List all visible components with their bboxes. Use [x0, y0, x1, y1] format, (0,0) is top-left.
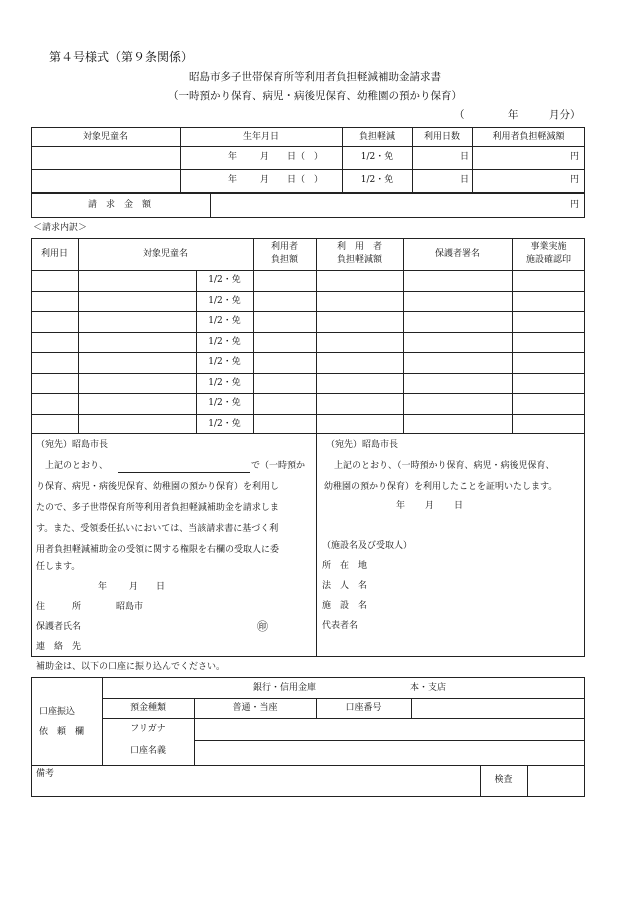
summary-row-1-birth-day: 日（ ） — [287, 152, 324, 162]
facility-date-day: 日 — [454, 501, 464, 511]
claim-line-4: す。また、受領委任払いにおいては、当該請求書に基づく利 — [36, 524, 279, 534]
page-title: 昭島市多子世帯保育所等利用者負担軽減補助金請求書 — [189, 71, 441, 83]
bank-side-label-2: 依 頼 欄 — [39, 727, 85, 737]
period-year-input[interactable] — [466, 108, 504, 122]
furigana-label: フリガナ — [130, 724, 166, 734]
summary-header-days: 利用日数 — [423, 132, 460, 142]
breakdown-row-reduction-mark[interactable]: 1/2・免 — [208, 316, 241, 326]
period-month-label: 月分） — [549, 109, 581, 121]
summary-row-1-reduction: 1/2・免 — [360, 152, 394, 162]
breakdown-confirm-stamp[interactable] — [514, 354, 583, 371]
breakdown-fee-input[interactable] — [255, 416, 314, 433]
breakdown-header-guardian-sign: 保護者署名 — [434, 249, 480, 259]
summary-row-1-birth-year: 年 — [228, 152, 238, 162]
breakdown-row-reduction-mark[interactable]: 1/2・免 — [208, 398, 241, 408]
summary-header-child: 対象児童名 — [82, 132, 128, 142]
facility-representative-input[interactable] — [376, 619, 576, 633]
claim-line-5: 用者負担軽減補助金の受領に関する権限を右欄の受取人に委 — [36, 545, 280, 555]
summary-row-2-birth-day: 日（ ） — [287, 175, 324, 185]
breakdown-fee-input[interactable] — [255, 313, 314, 330]
breakdown-guardian-sign-input[interactable] — [405, 293, 510, 310]
breakdown-date-input[interactable] — [33, 313, 76, 330]
breakdown-child-input[interactable] — [80, 354, 194, 371]
claim-line-1a: 上記のとおり、 — [45, 461, 109, 471]
breakdown-guardian-sign-input[interactable] — [405, 375, 510, 392]
breakdown-confirm-stamp[interactable] — [514, 272, 583, 289]
account-name-input[interactable] — [196, 742, 583, 763]
claim-blank-underline — [118, 472, 250, 473]
breakdown-child-input[interactable] — [80, 293, 194, 310]
breakdown-row-divider — [31, 332, 585, 333]
remarks-label: 備考 — [36, 769, 55, 779]
facility-location-label: 所 在 地 — [322, 561, 368, 571]
summary-header-birthdate: 生年月日 — [242, 132, 279, 142]
summary-row-2-days-unit: 日 — [460, 175, 470, 185]
breakdown-reduction-input[interactable] — [318, 272, 401, 289]
breakdown-reduction-input[interactable] — [318, 416, 401, 433]
seal-mark: ㊞ — [257, 620, 268, 633]
claim-address-value: 昭島市 — [116, 602, 144, 612]
claim-contact-input[interactable] — [100, 640, 300, 654]
breakdown-header-fee-2: 負担額 — [270, 255, 298, 265]
breakdown-child-input[interactable] — [80, 272, 194, 289]
summary-row-2-reduction: 1/2・免 — [360, 175, 394, 185]
claim-address-label: 住 所 — [36, 602, 82, 612]
account-number-label: 口座番号 — [345, 703, 382, 713]
breakdown-row-divider — [31, 311, 585, 312]
breakdown-fee-input[interactable] — [255, 334, 314, 351]
breakdown-date-input[interactable] — [33, 272, 76, 289]
facility-corporation-label: 法 人 名 — [322, 581, 368, 591]
claim-address-input[interactable] — [148, 600, 308, 614]
breakdown-fee-input[interactable] — [255, 293, 314, 310]
inspection-stamp-area[interactable] — [529, 767, 583, 795]
bank-name-label: 銀行・信用金庫 — [253, 683, 317, 693]
facility-addressee: （宛先）昭島市長 — [326, 440, 399, 450]
branch-name-label: 本・支店 — [410, 683, 447, 693]
summary-row-1-days-unit: 日 — [460, 152, 470, 162]
breakdown-guardian-sign-input[interactable] — [405, 416, 510, 433]
breakdown-header-reduction-1: 利 用 者 — [336, 242, 382, 252]
breakdown-guardian-sign-input[interactable] — [405, 354, 510, 371]
claim-line-3: たので、多子世帯保育所等利用者負担軽減補助金を請求しま — [36, 503, 279, 513]
breakdown-row-reduction-mark[interactable]: 1/2・免 — [208, 357, 241, 367]
breakdown-header-child: 対象児童名 — [142, 249, 188, 259]
breakdown-header-confirm-2: 施設確認印 — [525, 255, 571, 265]
claim-amount-label: 請 求 金 額 — [88, 200, 152, 210]
claim-line-6: 任します。 — [36, 562, 81, 572]
breakdown-reduction-input[interactable] — [318, 293, 401, 310]
breakdown-date-input[interactable] — [33, 293, 76, 310]
breakdown-fee-input[interactable] — [255, 395, 314, 412]
breakdown-header-fee-1: 利用者 — [270, 242, 298, 252]
account-number-input[interactable] — [413, 700, 583, 716]
breakdown-confirm-stamp[interactable] — [514, 334, 583, 351]
bank-side-label-1: 口座振込 — [39, 707, 76, 717]
breakdown-reduction-input[interactable] — [318, 375, 401, 392]
facility-line-1: 上記のとおり、（一時預かり保育、病児・病後児保育、 — [334, 461, 555, 471]
breakdown-caption: ＜請求内訳＞ — [33, 223, 88, 233]
claim-guardian-input[interactable] — [90, 620, 250, 634]
summary-row-1-child-input[interactable] — [33, 148, 178, 167]
facility-name-label: 施 設 名 — [322, 601, 368, 611]
claim-guardian-label: 保護者氏名 — [36, 622, 82, 632]
claim-blank-input[interactable] — [118, 458, 250, 472]
breakdown-row-divider — [31, 291, 585, 292]
summary-row-2-birth-month: 月 — [260, 175, 270, 185]
breakdown-fee-input[interactable] — [255, 272, 314, 289]
summary-row-1-amount-unit: 円 — [570, 152, 580, 162]
breakdown-child-input[interactable] — [80, 334, 194, 351]
breakdown-row-divider — [31, 352, 585, 353]
breakdown-guardian-sign-input[interactable] — [405, 313, 510, 330]
remarks-input[interactable] — [60, 768, 475, 794]
facility-section-label: （施設名及び受取人） — [322, 541, 413, 551]
breakdown-reduction-input[interactable] — [318, 334, 401, 351]
summary-row-1-birth-month: 月 — [260, 152, 270, 162]
breakdown-date-input[interactable] — [33, 354, 76, 371]
account-type-value[interactable]: 普通・当座 — [232, 703, 278, 713]
facility-date-year: 年 — [396, 501, 406, 511]
facility-name-input[interactable] — [376, 599, 576, 613]
breakdown-date-input[interactable] — [33, 416, 76, 433]
facility-location-input[interactable] — [376, 559, 576, 573]
breakdown-fee-input[interactable] — [255, 375, 314, 392]
claim-date-month: 月 — [129, 582, 139, 592]
summary-header-amount: 利用者負担軽減額 — [492, 132, 565, 142]
breakdown-reduction-input[interactable] — [318, 313, 401, 330]
breakdown-guardian-sign-input[interactable] — [405, 334, 510, 351]
breakdown-confirm-stamp[interactable] — [514, 395, 583, 412]
breakdown-header-confirm-1: 事業実施 — [530, 242, 567, 252]
breakdown-confirm-stamp[interactable] — [514, 416, 583, 433]
period-year-label: 年 — [508, 109, 519, 121]
facility-corporation-input[interactable] — [376, 579, 576, 593]
claim-contact-label: 連 絡 先 — [36, 642, 82, 652]
breakdown-child-input[interactable] — [80, 395, 194, 412]
summary-header-reduction: 負担軽減 — [358, 132, 395, 142]
furigana-input[interactable] — [196, 720, 583, 738]
breakdown-date-input[interactable] — [33, 375, 76, 392]
period-month-input[interactable] — [522, 108, 548, 122]
claim-date-year: 年 — [98, 582, 108, 592]
claim-line-1b: で（一時預か — [251, 461, 306, 471]
breakdown-reduction-input[interactable] — [318, 354, 401, 371]
summary-row-2-amount-unit: 円 — [570, 175, 580, 185]
form-number: 第４号様式（第９条関係） — [49, 50, 194, 64]
breakdown-child-input[interactable] — [80, 416, 194, 433]
breakdown-fee-input[interactable] — [255, 354, 314, 371]
facility-date-month: 月 — [425, 501, 435, 511]
bank-note: 補助金は、以下の口座に振り込んでください。 — [36, 662, 226, 672]
claim-date-day: 日 — [156, 582, 166, 592]
breakdown-row-reduction-mark[interactable]: 1/2・免 — [208, 418, 241, 429]
bank-name-input[interactable] — [110, 681, 250, 695]
summary-row-2-child-input[interactable] — [33, 171, 178, 190]
claim-line-2: り保育、病児・病後児保育、幼稚園の預かり保育）を利用し — [36, 482, 280, 492]
breakdown-child-input[interactable] — [80, 375, 194, 392]
claim-amount-unit: 円 — [570, 200, 580, 210]
period-open: （ — [454, 109, 465, 121]
breakdown-row-reduction-mark[interactable]: 1/2・免 — [208, 377, 241, 388]
breakdown-header-date: 利用日 — [40, 249, 68, 259]
branch-name-input[interactable] — [330, 681, 405, 695]
breakdown-header-reduction-2: 負担軽減額 — [336, 255, 382, 265]
breakdown-date-input[interactable] — [33, 334, 76, 351]
breakdown-row-reduction-mark[interactable]: 1/2・免 — [208, 275, 241, 285]
breakdown-row-reduction-mark[interactable]: 1/2・免 — [208, 336, 241, 347]
breakdown-confirm-stamp[interactable] — [514, 293, 583, 310]
breakdown-row-divider — [31, 414, 585, 415]
breakdown-row-divider — [31, 373, 585, 374]
breakdown-row-reduction-mark[interactable]: 1/2・免 — [208, 295, 241, 306]
breakdown-confirm-stamp[interactable] — [514, 375, 583, 392]
facility-line-2: 幼稚園の預かり保育）を利用したことを証明いたします。 — [324, 482, 558, 492]
inspection-label: 検査 — [494, 775, 513, 785]
breakdown-row-divider — [31, 393, 585, 394]
breakdown-date-input[interactable] — [33, 395, 76, 412]
breakdown-reduction-input[interactable] — [318, 395, 401, 412]
breakdown-guardian-sign-input[interactable] — [405, 395, 510, 412]
account-type-label: 預金種類 — [129, 703, 166, 713]
summary-row-2-birth-year: 年 — [228, 175, 238, 185]
claim-amount-input[interactable] — [213, 195, 563, 215]
breakdown-child-input[interactable] — [80, 313, 194, 330]
claim-addressee: （宛先）昭島市長 — [36, 440, 109, 450]
account-name-label: 口座名義 — [129, 746, 166, 756]
breakdown-confirm-stamp[interactable] — [514, 313, 583, 330]
page-subtitle: （一時預かり保育、病児・病後児保育、幼稚園の預かり保育） — [168, 90, 462, 102]
facility-representative-label: 代表者名 — [322, 621, 359, 631]
breakdown-guardian-sign-input[interactable] — [405, 272, 510, 289]
